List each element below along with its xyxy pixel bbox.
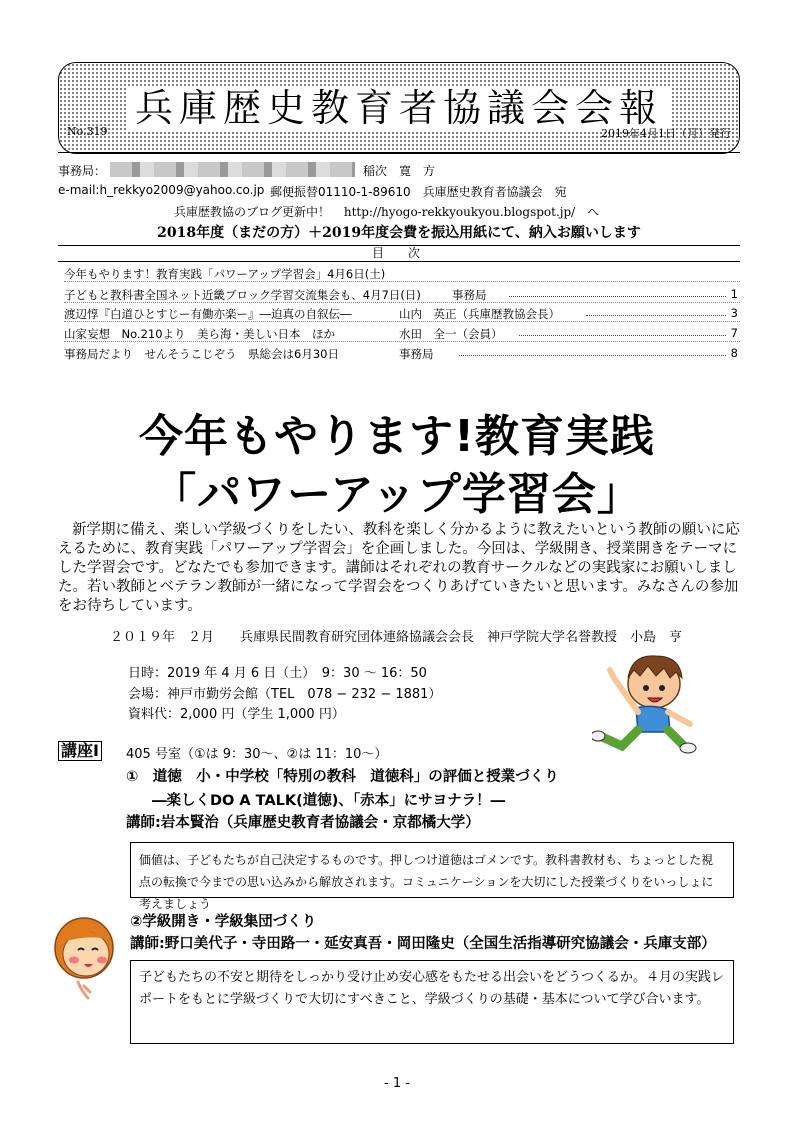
toc-title: 子どもと教科書全国ネット近畿ブロック学習交流集会も、4月7日(日) — [64, 288, 421, 302]
session1-subtitle: ―楽しくDO A TALK(道徳)、「赤本」にサヨナラ！― — [152, 793, 506, 809]
email[interactable]: e-mail:h_rekkyo2009@yahoo.co.jp — [58, 183, 265, 197]
session1-lecturer: 講師:岩本賢治（兵庫歴史教育者協議会・京都橘大学） — [126, 815, 480, 831]
session1-title: ① 道徳 小・中学校「特別の教科 道徳科」の評価と授業づくり — [126, 769, 559, 785]
toc-title: 山家妄想 No.210より 美ら海・美しい日本 ほか — [64, 327, 336, 341]
postal-transfer: 郵便振替01110-1-89610 兵庫歴史教育者協議会 宛 — [270, 185, 567, 199]
headline-line2: 「パワーアップ学習会」 — [152, 469, 642, 520]
toc-title: 渡辺惇『白道ひとすじー有働亦楽ー』―迫真の自叙伝― — [64, 307, 352, 321]
toc-row[interactable] — [64, 266, 740, 282]
toc-author: 事務局 — [399, 347, 434, 361]
session2-description: 子どもたちの不安と期待をしっかり受け止め安心感をもたせる出会いをどうつくるか。４月の実践レポートをもとに学級づくりで大切にすべきこと、学級づくりの基礎・基本について学び合います。 — [130, 960, 734, 1044]
lecture-label: 講座Ⅰ — [58, 741, 102, 761]
blog-prefix: 兵庫歴教協のブログ更新中！ — [174, 205, 331, 219]
dot-leader — [586, 315, 726, 316]
toc-page: 1 — [730, 287, 738, 301]
masthead — [58, 62, 740, 154]
toc-title: 事務局だより せんそうこじぞう 県総会は6月30日 — [64, 347, 339, 361]
dot-leader — [509, 296, 726, 297]
lecture-room: 405 号室（①は 9：30〜、②は 11：10〜） — [126, 747, 388, 762]
toc-author: 水田 全一（会員） — [399, 327, 503, 341]
headline-line1: 今年もやります!教育実践 — [138, 411, 656, 462]
toc-page: 7 — [730, 326, 738, 340]
newsletter-title: 兵庫歴史教育者協議会会報 — [59, 77, 739, 132]
divider — [64, 302, 740, 303]
session2-lecturer: 講師:野口美代子・寺田路一・延安真吾・岡田隆史（全国生活指導研究協議会・兵庫支部） — [130, 936, 716, 952]
office-name: 稲次 寛 方 — [363, 164, 436, 178]
issue-number: No.319 — [67, 125, 108, 138]
event-fee: 資料代：2,000 円（学生 1,000 円） — [128, 707, 345, 722]
toc-row[interactable] — [64, 346, 740, 362]
dot-leader — [459, 355, 726, 356]
credit-line: ２０１９年 ２月 兵庫県民間教育研究団体連絡協議会会長 神戸学院大学名誉教授 小島 亨 — [110, 630, 683, 645]
toc-row[interactable] — [64, 287, 740, 303]
girl-illustration — [52, 912, 118, 1004]
office-label: 事務局： — [58, 164, 107, 178]
toc-row[interactable] — [64, 326, 740, 342]
session1-description: 価値は、子どもたちが自己決定するものです。押しつけ道徳はゴメンです。教科書教材も、ちょっとした視点の転換で今までの思い込みから解放されます。コミュニケーションを大切にした授業づくりをいっしょに考えましょう — [130, 842, 734, 898]
intro-paragraph: 新学期に備え、楽しい学級づくりをしたい、教科を楽しく分かるように教えたいという教師の願いに応えるために、教育実践「パワーアップ学習会」を企画しました。今回は、学級開き、授業開きをテーマにした学習会です。どなたでも参加できます。講師はそれぞれの教育サークルなどの実践家にお願いしました。若い教師とベテラン教師が一緒になって学習会をつくりあげていきたいと思います。みなさんの参加をお待ちしています。 — [58, 522, 740, 614]
toc-page: 3 — [730, 306, 738, 320]
headline — [0, 408, 794, 524]
event-datetime: 日時：2019 年 4 月 6 日（土） 9：30 〜 16：50 — [128, 666, 427, 681]
toc-page: 8 — [730, 346, 738, 360]
divider — [64, 341, 740, 342]
blog-link[interactable]: http://hyogo-rekkyoukyou.blogspot.jp/ — [343, 205, 576, 219]
blog-notice — [174, 203, 599, 220]
toc-title: 今年もやります！教育実践「パワーアップ学習会」4月6日(土) — [64, 267, 386, 281]
divider — [58, 152, 740, 153]
page-number: - 1 - — [384, 1076, 410, 1091]
toc-heading: 目 次 — [58, 245, 740, 262]
toc-author: 山内 英正（兵庫歴教協会長） — [399, 307, 560, 321]
divider — [64, 281, 740, 282]
divider — [64, 321, 740, 322]
toc-row[interactable] — [64, 306, 740, 322]
issue-date: 2019年4月1日（月）発行 — [601, 127, 731, 140]
fee-notice: 2018年度（まだの方）＋2019年度会費を振込用紙にて、納入お願いします — [157, 225, 641, 241]
session2-title: ②学級開き・学級集団づくり — [130, 914, 317, 930]
blog-suffix: へ — [587, 205, 600, 219]
dot-leader — [519, 335, 726, 336]
redacted-address — [110, 162, 355, 177]
event-venue: 会場：神戸市勤労会館（TEL 078 − 232 − 1881） — [128, 687, 442, 702]
toc-author: 事務局 — [452, 288, 487, 302]
boy-illustration — [592, 648, 704, 754]
